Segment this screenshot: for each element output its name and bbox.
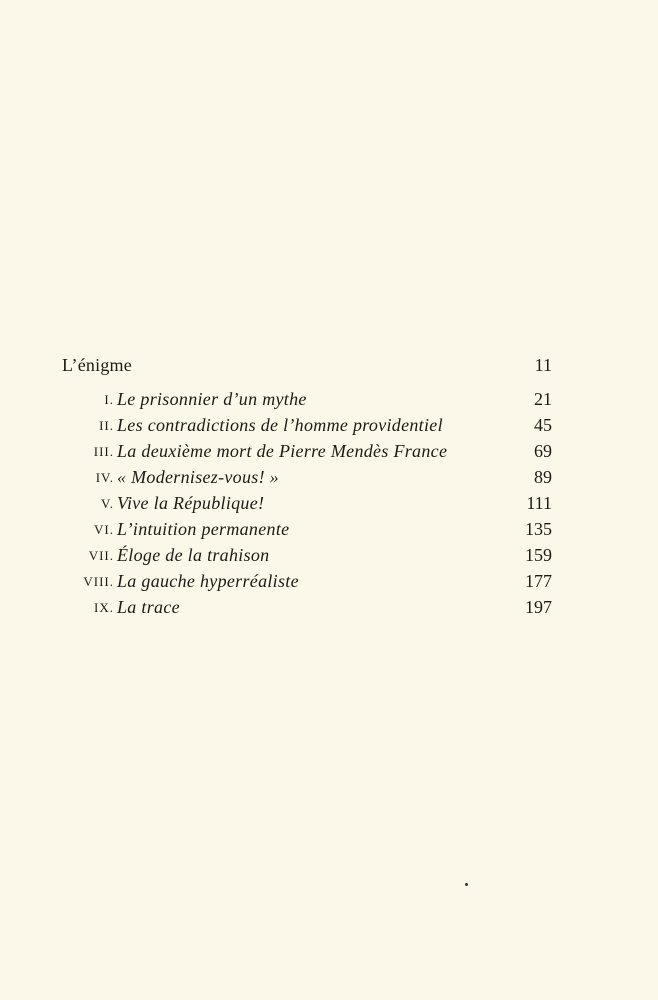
toc-chapter-entry xyxy=(62,490,552,516)
toc-chapter-entry xyxy=(62,568,552,594)
toc-chapter-entry xyxy=(62,594,552,620)
chapter-numeral: V. xyxy=(101,496,114,511)
chapter-page: 21 xyxy=(534,389,552,409)
chapter-numeral: IV. xyxy=(95,470,114,485)
chapter-page: 45 xyxy=(534,415,552,435)
chapter-title: Les contradictions de l’homme providentiel xyxy=(117,415,443,435)
chapter-numeral: III. xyxy=(93,444,114,459)
toc-intro-page: 11 xyxy=(534,355,552,375)
chapter-page: 135 xyxy=(525,519,552,539)
chapter-page: 89 xyxy=(534,467,552,487)
chapter-page: 177 xyxy=(525,571,552,591)
chapter-title: Vive la République! xyxy=(117,493,265,513)
toc-intro-title: L’énigme xyxy=(62,355,132,375)
table-of-contents xyxy=(62,352,552,620)
chapter-title: La deuxième mort de Pierre Mendès France xyxy=(117,441,448,461)
toc-chapter-entry xyxy=(62,438,552,464)
chapter-numeral: VIII. xyxy=(83,574,114,589)
chapter-title: Le prisonnier d’un mythe xyxy=(117,389,307,409)
chapter-title: « Modernisez-vous! » xyxy=(117,467,279,487)
chapter-numeral: I. xyxy=(104,392,114,407)
chapter-title: L’intuition permanente xyxy=(117,519,290,539)
chapter-page: 69 xyxy=(534,441,552,461)
toc-chapter-list xyxy=(62,386,552,620)
toc-chapter-entry xyxy=(62,412,552,438)
chapter-numeral: II. xyxy=(99,418,114,433)
chapter-numeral: VI. xyxy=(94,522,114,537)
ink-speck xyxy=(465,883,468,886)
chapter-page: 111 xyxy=(526,493,552,513)
toc-chapter-entry xyxy=(62,542,552,568)
toc-chapter-entry xyxy=(62,386,552,412)
chapter-numeral: IX. xyxy=(94,600,114,615)
chapter-numeral: VII. xyxy=(88,548,114,563)
toc-chapter-entry xyxy=(62,516,552,542)
chapter-title: La gauche hyperréaliste xyxy=(117,571,299,591)
toc-chapter-entry xyxy=(62,464,552,490)
chapter-title: Éloge de la trahison xyxy=(117,545,270,565)
chapter-title: La trace xyxy=(117,597,180,617)
chapter-page: 197 xyxy=(525,597,552,617)
chapter-page: 159 xyxy=(525,545,552,565)
toc-intro-entry xyxy=(62,352,552,378)
